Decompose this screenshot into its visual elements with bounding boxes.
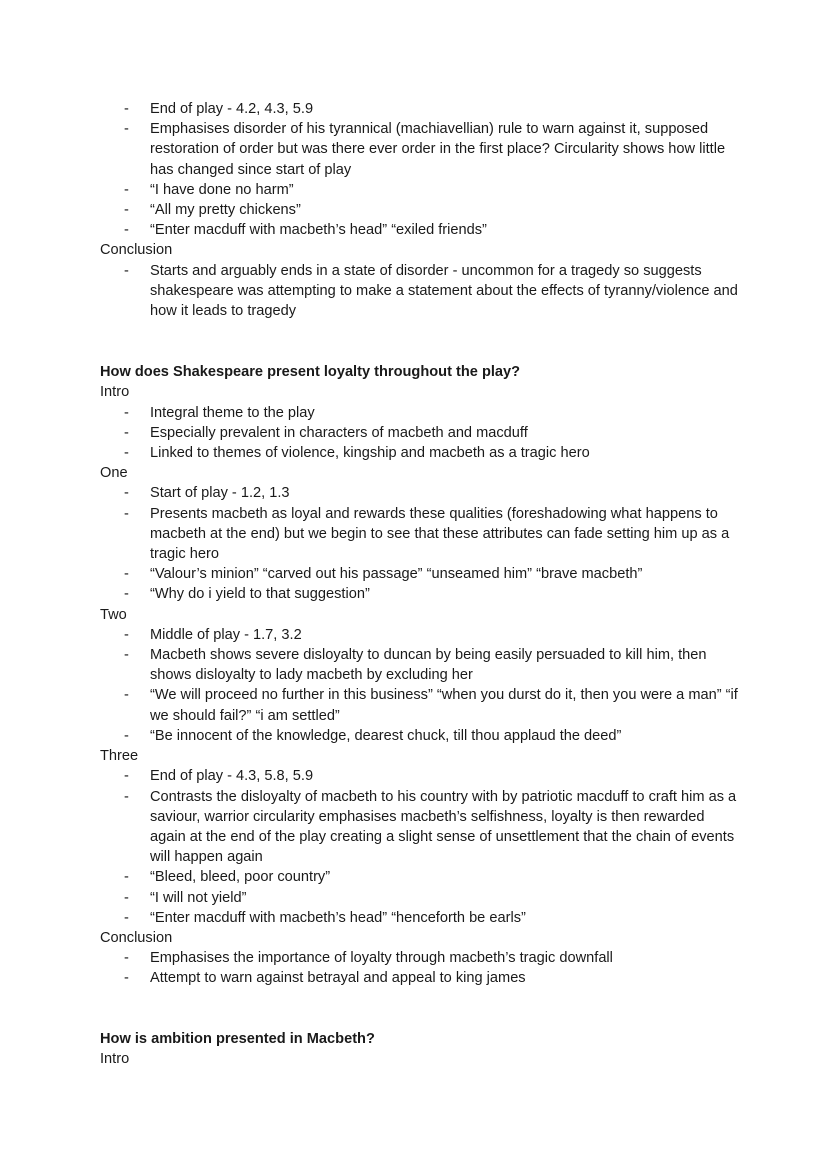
bullet-item: - “Be innocent of the knowledge, dearest chuck, till thou applaud the deed”: [100, 726, 740, 746]
section-label-three: Three: [100, 748, 139, 765]
bullet-list: [100, 403, 740, 464]
bullet-item: - End of play - 4.3, 5.8, 5.9: [100, 766, 740, 786]
bullet-item: - “Why do i yield to that suggestion”: [100, 584, 740, 604]
bullet-list: [100, 948, 740, 988]
bullet-list: [100, 483, 740, 604]
spacer: [100, 321, 740, 362]
bullet-item: - Emphasises disorder of his tyrannical (machiavellian) rule to warn against it, supposed restoration of order but was there ever order in the first place? Circularity shows how little has changed since start of play: [100, 119, 740, 180]
bullet-item: - Linked to themes of violence, kingship and macbeth as a tragic hero: [100, 443, 740, 463]
section-label-two: Two: [100, 606, 127, 623]
bullet-item: - Attempt to warn against betrayal and appeal to king james: [100, 968, 740, 988]
bullet-list: [100, 625, 740, 746]
bullet-item: - Start of play - 1.2, 1.3: [100, 483, 740, 503]
bullet-item: - “Enter macduff with macbeth’s head” “henceforth be earls”: [100, 908, 740, 928]
bullet-item: - Integral theme to the play: [100, 403, 740, 423]
bullet-item: - “We will proceed no further in this business” “when you durst do it, then you were a man” “if we should fail?” “i am settled”: [100, 685, 740, 725]
bullet-list: [100, 261, 740, 322]
essay-question-heading: How does Shakespeare present loyalty throughout the play?: [100, 364, 521, 381]
section-label-conclusion: Conclusion: [100, 929, 173, 946]
bullet-item: - “Valour’s minion” “carved out his passage” “unseamed him” “brave macbeth”: [100, 564, 740, 584]
spacer: [100, 989, 740, 1029]
bullet-list: [100, 766, 740, 928]
section-label-intro: Intro: [100, 384, 130, 401]
bullet-item: - “Enter macduff with macbeth’s head” “exiled friends”: [100, 220, 740, 240]
bullet-item: - Starts and arguably ends in a state of disorder - uncommon for a tragedy so suggests shakespeare was attempting to make a statement about the effects of tyranny/violence and how it leads to tragedy: [100, 261, 740, 322]
bullet-item: - Macbeth shows severe disloyalty to duncan by being easily persuaded to kill him, then shows disloyalty to lady macbeth by excluding her: [100, 645, 740, 685]
bullet-item: - Middle of play - 1.7, 3.2: [100, 625, 740, 645]
document-page: [100, 99, 740, 1069]
essay-question-heading: How is ambition presented in Macbeth?: [100, 1030, 375, 1047]
bullet-item: - Emphasises the importance of loyalty through macbeth’s tragic downfall: [100, 948, 740, 968]
bullet-item: - “I have done no harm”: [100, 180, 740, 200]
section-label-one: One: [100, 465, 128, 482]
section-label-conclusion: Conclusion: [100, 242, 173, 259]
bullet-item: - End of play - 4.2, 4.3, 5.9: [100, 99, 740, 119]
bullet-item: - “All my pretty chickens”: [100, 200, 740, 220]
bullet-item: - Contrasts the disloyalty of macbeth to his country with by patriotic macduff to craft him as a saviour, warrior circularity emphasises macbeth’s selfishness, loyalty is then rewarded again at the end of the play creating a slight sense of unsettlement that the chain of events will happen again: [100, 787, 740, 868]
bullet-list: [100, 99, 740, 240]
bullet-item: - “I will not yield”: [100, 888, 740, 908]
bullet-item: - Presents macbeth as loyal and rewards these qualities (foreshadowing what happens to macbeth at the end) but we begin to see that these attributes can fade setting him up as a tragic hero: [100, 504, 740, 565]
bullet-item: - Especially prevalent in characters of macbeth and macduff: [100, 423, 740, 443]
bullet-item: - “Bleed, bleed, poor country”: [100, 867, 740, 887]
section-label-intro: Intro: [100, 1050, 130, 1067]
